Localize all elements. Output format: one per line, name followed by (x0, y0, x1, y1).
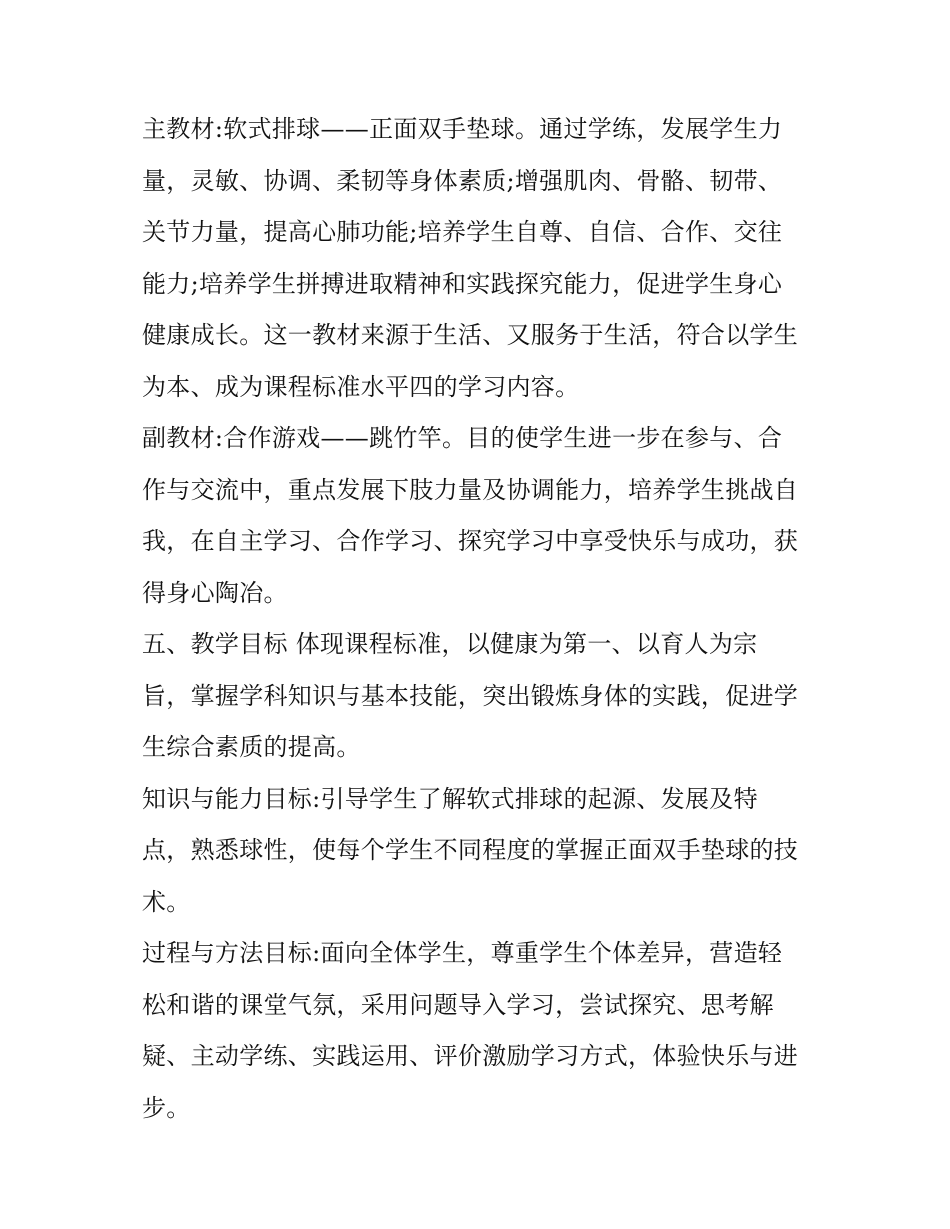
text-line: 副教材:合作游戏——跳竹竿。目的使学生进一步在参与、合 (142, 424, 783, 452)
text-line: 术。 (142, 887, 191, 916)
text-line: 点，熟悉球性，使每个学生不同程度的掌握正面双手垫球的技 (142, 836, 799, 864)
text-line: 能力;培养学生拼搏进取精神和实践探究能力，促进学生身心 (142, 269, 783, 298)
text-line: 我，在自主学习、合作学习、探究学习中享受快乐与成功，获 (142, 527, 799, 555)
text-line: 量，灵敏、协调、柔韧等身体素质;增强肌肉、骨骼、韧带、 (142, 166, 783, 195)
text-line: 松和谐的课堂气氛，采用问题导入学习，尝试探究、思考解 (142, 990, 774, 1019)
text-line: 步。 (142, 1093, 191, 1122)
text-line: 主教材:软式排球——正面双手垫球。通过学练，发展学生力 (142, 115, 783, 143)
document-body (142, 104, 822, 1134)
text-line: 旨，掌握学科知识与基本技能，突出锻炼身体的实践，促进学 (142, 681, 799, 710)
text-line: 关节力量，提高心肺功能;培养学生自尊、自信、合作、交往 (142, 218, 783, 246)
text-line: 作与交流中，重点发展下肢力量及协调能力，培养学生挑战自 (142, 475, 799, 504)
text-line: 得身心陶冶。 (142, 578, 288, 607)
text-line: 过程与方法目标:面向全体学生，尊重学生个体差异，营造轻 (142, 939, 783, 967)
text-line: 疑、主动学练、实践运用、评价激励学习方式，体验快乐与进 (142, 1042, 799, 1070)
text-line: 为本、成为课程标准水平四的学习内容。 (142, 372, 580, 401)
text-line: 健康成长。这一教材来源于生活、又服务于生活，符合以学生 (142, 321, 799, 349)
text-line: 生综合素质的提高。 (142, 733, 361, 761)
text-line: 知识与能力目标:引导学生了解软式排球的起源、发展及特 (142, 784, 758, 813)
text-line: 五、教学目标 体现课程标准，以健康为第一、以育人为宗 (142, 630, 758, 658)
